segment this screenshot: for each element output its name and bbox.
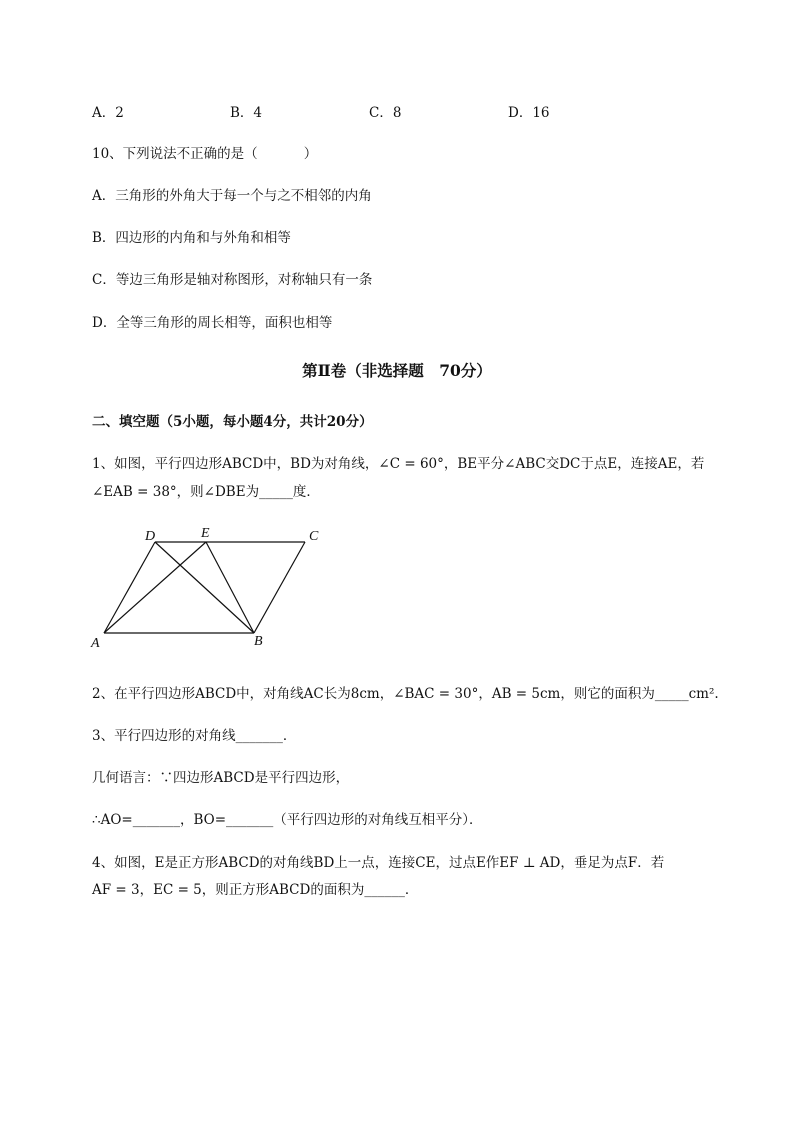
- fill4-line1: 4、如图，E是正方形ABCD的对角线BD上一点，连接CE，过点E作EF ⊥ AD，垂足为点F．若: [92, 855, 665, 871]
- fill1-line2: ∠EAB = 38°，则∠DBE为_____度．: [92, 484, 320, 500]
- segment-da: [104, 542, 155, 633]
- part2-title: 第Ⅱ卷（非选择题 70分）: [302, 361, 492, 380]
- q10-stem: [92, 142, 317, 162]
- fill2: 2、在平行四边形ABCD中，对角线AC长为8cm，∠BAC = 30°，AB = 5cm，则它的面积为_____cm².: [92, 686, 719, 702]
- segment-ae: [104, 542, 206, 633]
- q10-option-b: B．四边形的内角和与外角和相等: [92, 230, 291, 246]
- fill3-line1: 3、平行四边形的对角线_______．: [92, 728, 297, 744]
- segment-db: [155, 542, 254, 633]
- label-d: D: [145, 529, 156, 544]
- fill1-line1: 1、如图，平行四边形ABCD中，BD为对角线，∠C = 60°，BE平分∠ABC交DC于点E，连接AE，若: [92, 456, 705, 472]
- q10-option-d: D．全等三角形的周长相等，面积也相等: [92, 315, 333, 331]
- q10-option-c: C．等边三角形是轴对称图形，对称轴只有一条: [92, 272, 373, 288]
- label-e: E: [201, 526, 210, 541]
- q9-option-c: C．8: [369, 105, 402, 121]
- q10-stem-after: ）: [303, 146, 318, 162]
- q10-stem-before: 10、下列说法不正确的是（: [92, 146, 258, 162]
- q9-option-a: A．2: [92, 105, 124, 121]
- label-b: B: [254, 634, 263, 649]
- section-heading: 二、填空题（5小题，每小题4分，共计20分）: [92, 414, 373, 430]
- parallelogram-figure: [88, 524, 338, 654]
- label-c: C: [309, 529, 319, 544]
- q9-option-b: B．4: [230, 105, 263, 121]
- segment-bc: [254, 542, 305, 633]
- segment-eb: [206, 542, 254, 633]
- fill4-line2: AF = 3，EC = 5，则正方形ABCD的面积为______．: [92, 882, 419, 898]
- q10-option-a: A．三角形的外角大于每一个与之不相邻的内角: [92, 188, 372, 204]
- label-a: A: [91, 636, 100, 651]
- fill3-line3: ∴AO=_______，BO=_______（平行四边形的对角线互相平分）．: [92, 812, 483, 828]
- fill3-line2: 几何语言：∵四边形ABCD是平行四边形，: [92, 770, 350, 786]
- q9-option-d: D．16: [508, 105, 550, 121]
